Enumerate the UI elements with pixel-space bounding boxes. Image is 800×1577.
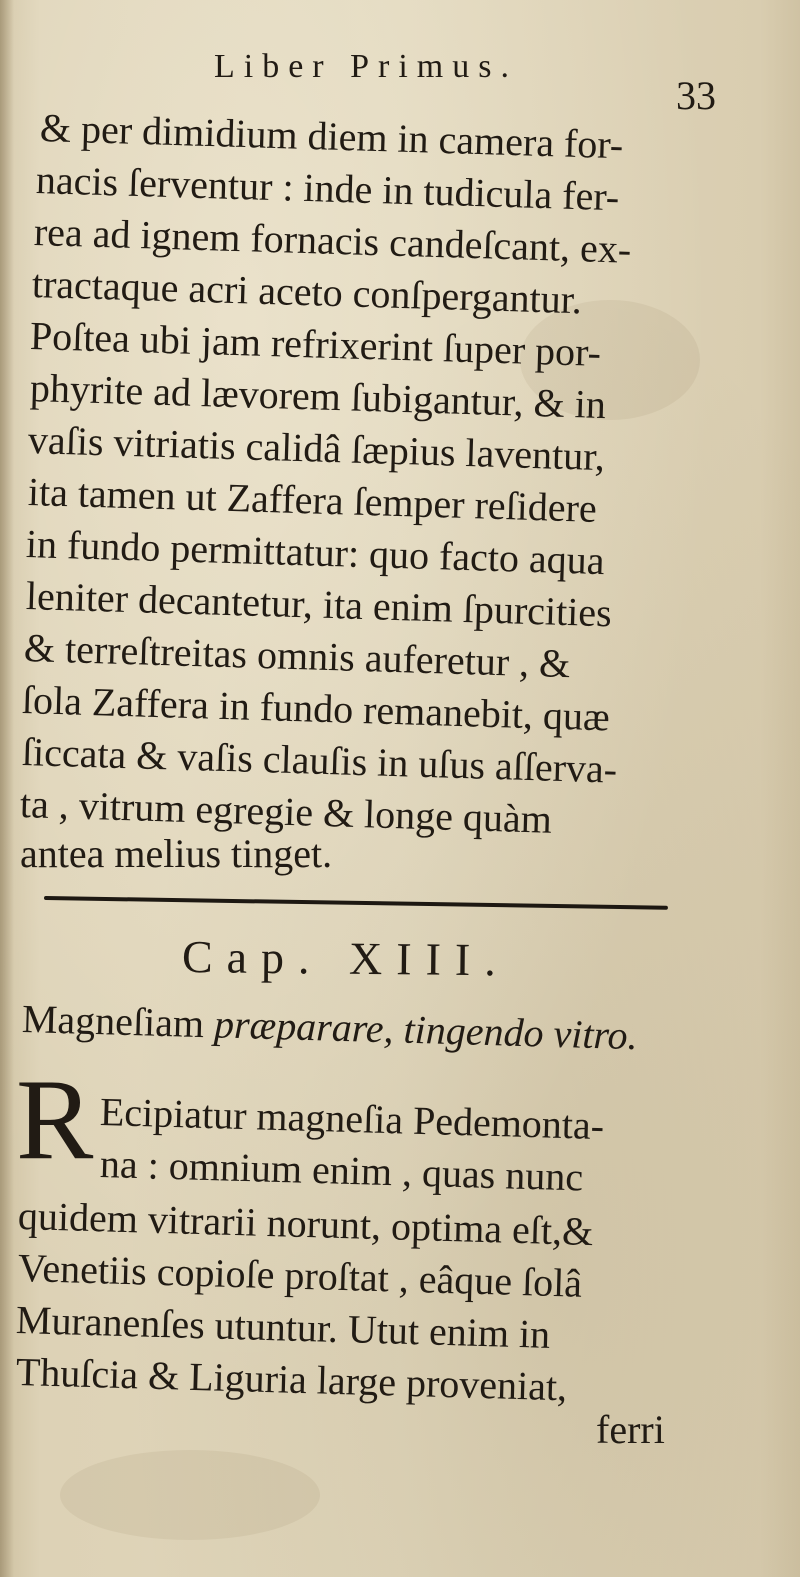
- page-number: 33: [676, 73, 716, 118]
- catchword: ferri: [596, 1407, 665, 1452]
- chapter-title-italic: præparare, tingendo vitro.: [213, 1001, 639, 1059]
- text-line: Ecipiatur magneſia Pedemonta-: [99, 1089, 605, 1149]
- section-divider-rule: [44, 896, 668, 910]
- text-line: ſiccata & vaſis clauſis in uſus aſſerva-: [21, 729, 618, 792]
- text-line: in fundo permittatur: quo facto aqua: [25, 521, 606, 584]
- chapter-title: [21, 995, 638, 1059]
- text-line: Venetiis copioſe proſtat , eâque ſolâ: [17, 1245, 583, 1306]
- text-line: antea melius tinget.: [20, 831, 333, 876]
- text-line: Thuſcia & Liguria large proveniat,: [15, 1349, 568, 1410]
- chapter-title-roman: Magneſiam: [21, 996, 215, 1047]
- text-line: nacis ſerventur : inde in tudicula fer-: [35, 157, 620, 220]
- text-line: vaſis vitriatis calidâ ſæpius laventur,: [27, 417, 606, 480]
- text-line: tractaque acri aceto conſpergantur.: [31, 261, 583, 323]
- text-line: rea ad ignem fornacis candeſcant, ex-: [33, 209, 632, 272]
- text-line: & per dimidium diem in camera for-: [39, 105, 624, 168]
- text-line: Poſtea ubi jam refrixerint ſuper por-: [29, 313, 602, 375]
- paper-stain: [60, 1450, 320, 1540]
- drop-cap: R: [16, 1056, 94, 1184]
- text-line: ſola Zaffera in fundo remanebit, quæ: [21, 677, 611, 740]
- text-line: na : omnium enim , quas nunc: [99, 1141, 584, 1200]
- text-line: quidem vitrarii norunt, optima eſt,&: [17, 1193, 594, 1255]
- text-line: ta , vitrum egregie & longe quàm: [19, 781, 553, 842]
- chapter-heading: Cap. XIII.: [181, 931, 511, 986]
- text-line: ita tamen ut Zaffera ſemper reſidere: [27, 469, 598, 531]
- text-line: Muranenſes utuntur. Utut enim in: [15, 1297, 551, 1357]
- page-gutter-shadow: [0, 0, 14, 1577]
- text-line: phyrite ad lævorem ſubigantur, & in: [29, 365, 607, 428]
- running-head: Liber Primus.: [214, 48, 518, 85]
- text-line: leniter decantetur, ita enim ſpurcities: [25, 573, 613, 636]
- text-line: & terreſtreitas omnis auferetur , &: [23, 625, 571, 687]
